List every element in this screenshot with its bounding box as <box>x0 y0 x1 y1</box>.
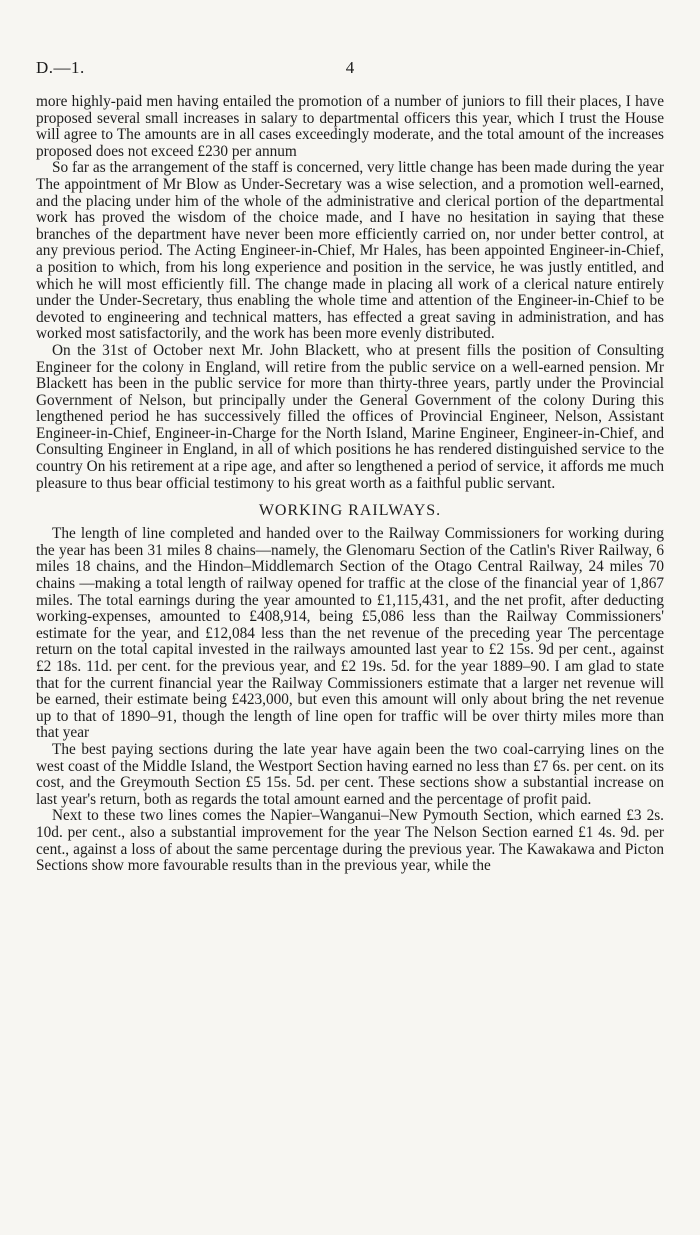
page-number: 4 <box>345 58 355 77</box>
paragraph-staff-arrangement: So far as the arrangement of the staff is concerned, very little change has been made during the year The appointment of Mr Blow as Under-Secretary was a wise selection, and a promotion well-earned, and the placing under him of the whole of the administrative and clerical portion of the departmental work has proved the wisdom of the choice made, and I have no hesitation in saying that these branches of the department have never been more efficiently carried on, nor under better control, at any previous period. The Acting Engineer-in-Chief, Mr Hales, has been appointed Engineer-in-Chief, a position to which, from his long experience and position in the service, he was justly entitled, and which he will most efficiently fill. The change made in placing all work of a clerical nature entirely under the Under-Secretary, thus enabling the whole time and attention of the Engineer-in-Chief to be devoted to engineering and technical matters, has effected a great saving in administration, and has worked most satisfactorily, and the work has been more evenly distributed. <box>36 159 664 343</box>
section-heading: WORKING RAILWAYS. <box>258 502 442 520</box>
document-reference: D.—1. <box>36 58 85 77</box>
body-text-top <box>36 94 664 492</box>
page-header <box>36 58 664 80</box>
paragraph-best-paying-sections: The best paying sections during the late year have again been the two coal-carrying lines on the west coast of the Middle Island, the Westport Section having earned no less than £7 6s. per cent. on its cost, and the Greymouth Section £5 15s. 5d. per cent. These sections show a substantial increase on last year's return, both as regards the total amount earned and the percentage of profit paid. <box>36 740 664 808</box>
paragraph-napier-section: Next to these two lines comes the Napier–Wanganui–New Pymouth Section, which earned £3 2s. 10d. per cent., also a substantial improvement for the year The Nelson Section earned £1 4s. 9d. per cent., against a loss of about the same percentage during the previous year. The Kawakawa and Picton Sections show more favourable results than in the previous year, while the <box>36 807 664 875</box>
document-page <box>36 58 664 875</box>
paragraph-railway-length: The length of line completed and handed over to the Railway Commissioners for working during the year has been 31 miles 8 chains—namely, the Glenomaru Section of the Catlin's River Railway, 6 miles 18 chains, and the Hindon–Middlemarch Section of the Otago Central Railway, 24 miles 70 chains —making a total length of railway opened for traffic at the close of the financial year of 1,867 miles. The total earnings during the year amounted to £1,115,431, and the net profit, after deducting working-expenses, amounted to £408,914, being £5,086 less than the Railway Commissioners' estimate for the year, and £12,084 less than the net revenue of the preceding year The percentage return on the total capital invested in the railways amounted last year to £2 15s. 9d per cent., against £2 18s. 11d. per cent. for the previous year, and £2 19s. 5d. for the year 1889–90. I am glad to state that for the current financial year the Railway Commissioners estimate that a larger net revenue will be earned, their estimate being £423,000, but even this amount will only about bring the net revenue up to that of 1890–91, though the length of line open for traffic will be over thirty miles more than that year <box>36 525 664 742</box>
body-text-bottom <box>36 526 664 874</box>
paragraph-blackett-retirement: On the 31st of October next Mr. John Blackett, who at present fills the position of Consulting Engineer for the colony in England, will retire from the public service on a well-earned pension. Mr Blackett has been in the public service for more than thirty-three years, partly under the Provincial Government of Nelson, but principally under the General Government of the colony During this lengthened period he has successively filled the offices of Provincial Engineer, Nelson, Assistant Engineer-in-Chief, Engineer-in-Charge for the North Island, Marine Engineer, Engineer-in-Chief, and Consulting Engineer in England, in all of which positions he has rendered distinguished service to the country On his retirement at a ripe age, and after so lengthened a period of service, it affords me much pleasure to thus bear official testimony to his great worth as a faithful public servant. <box>36 341 664 492</box>
paragraph-salary-increases: more highly-paid men having entailed the promotion of a number of juniors to fill their places, I have proposed several small increases in salary to departmental officers this year, which I trust the House will agree to The amounts are in all cases exceedingly moderate, and the total amount of the increases proposed does not exceed £230 per annum <box>36 93 664 160</box>
